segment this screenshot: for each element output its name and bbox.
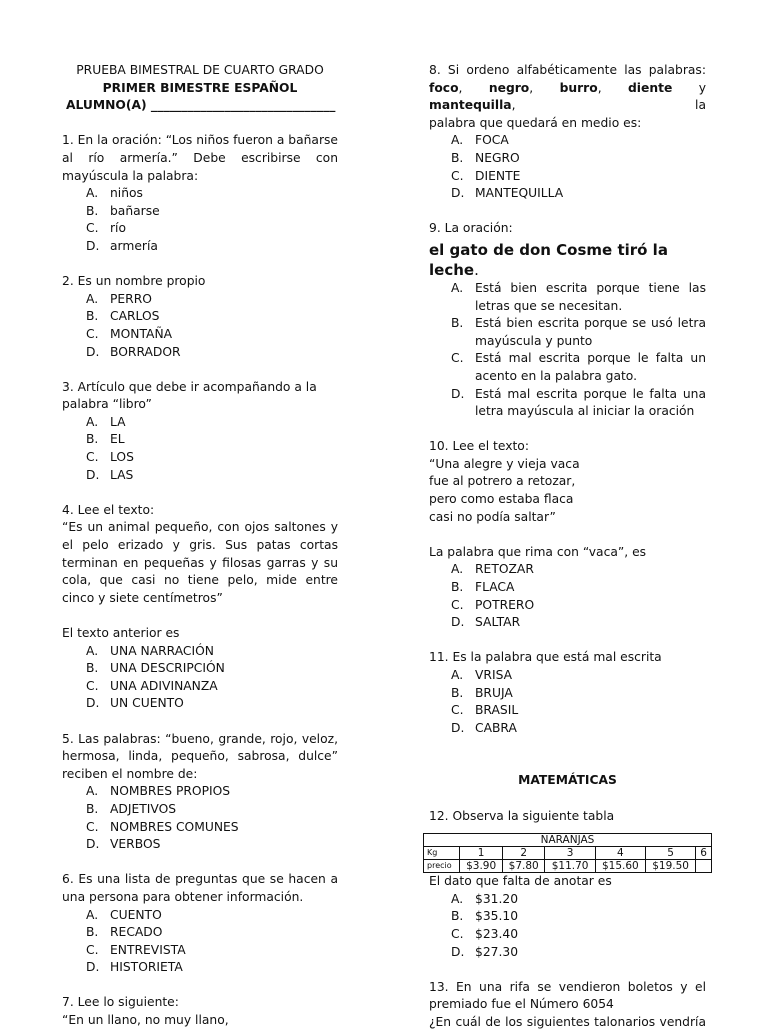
- question-text: 6. Es una lista de preguntas que se hacen a una persona para obtener información.: [62, 872, 338, 904]
- option-b[interactable]: B. EL: [86, 432, 125, 447]
- option-c[interactable]: C. DIENTE: [451, 168, 521, 183]
- right-column: [429, 62, 706, 1032]
- option-a[interactable]: A. VRISA: [451, 668, 513, 682]
- question-text: 7. Lee lo siguiente:: [62, 995, 179, 1010]
- options-list: [62, 643, 338, 713]
- table-cell: $15.60: [595, 860, 645, 873]
- question-text-line2: premiado fue el Número 6054: [429, 997, 614, 1012]
- option-a[interactable]: A. PERRO: [86, 291, 152, 306]
- poem-line: fue al potrero a retozar,: [429, 474, 576, 489]
- option-d[interactable]: D. armería: [86, 238, 158, 253]
- table-cell-empty: [696, 860, 712, 873]
- poem-line: casi no podía saltar”: [429, 509, 556, 524]
- options-list: [429, 280, 706, 421]
- options-list: [62, 907, 338, 977]
- option-d[interactable]: D. CABRA: [451, 720, 517, 735]
- option-c[interactable]: C. NOMBRES COMUNES: [86, 819, 239, 834]
- table-row: [424, 847, 712, 860]
- reading-passage: “Es un animal pequeño, con ojos saltones y el pelo erizado y gris. Sus patas cortas terminan en pequeñas y filosas garras y su cola, que casi no tiene pelo, mide entre cinco y siete centímetros”: [62, 520, 338, 605]
- row-label-precio: precio: [424, 860, 460, 873]
- option-a[interactable]: A. RETOZAR: [451, 562, 534, 577]
- option-a[interactable]: A. FOCA: [451, 133, 509, 148]
- option-b[interactable]: B. FLACA: [451, 580, 515, 595]
- option-d[interactable]: D. UN CUENTO: [86, 696, 184, 711]
- word-mantequilla: mantequilla: [429, 98, 512, 113]
- question-text: 1. En la oración: “Los niños fueron a bañarse al río armería.” Debe escribirse con mayúscula la palabra:: [62, 133, 338, 183]
- options-list: [429, 891, 706, 961]
- poem: [429, 456, 706, 526]
- table-cell: 5: [645, 847, 695, 860]
- student-name-field[interactable]: ALUMNO(A) ______________________________: [66, 98, 336, 113]
- question-3: [62, 379, 338, 485]
- option-c[interactable]: C. Está mal escrita porque le falta un acento en la palabra gato.: [451, 351, 706, 383]
- question-text: 5. Las palabras: “bueno, grande, rojo, veloz, hermosa, linda, pequeño, sabrosa, dulce” reciben el nombre de:: [62, 731, 338, 781]
- exam-header: [62, 62, 338, 97]
- options-list: [429, 132, 706, 202]
- option-c[interactable]: C. UNA ADIVINANZA: [86, 678, 218, 693]
- option-c[interactable]: C. POTRERO: [451, 597, 535, 612]
- left-column: [62, 62, 338, 1030]
- option-a[interactable]: A. UNA NARRACIÓN: [86, 643, 215, 658]
- option-d[interactable]: D. SALTAR: [451, 615, 521, 630]
- row-label-kg: Kg: [424, 847, 460, 860]
- question-11: [429, 649, 706, 737]
- question-7: [62, 994, 338, 1029]
- question-text: 10. Lee el texto:: [429, 439, 529, 454]
- table-cell: 1: [460, 847, 503, 860]
- exam-title: PRUEBA BIMESTRAL DE CUARTO GRADO: [76, 63, 324, 77]
- poem-line: “Una alegre y vieja vaca: [429, 456, 580, 471]
- options-list: [429, 561, 706, 631]
- question-text: 4. Lee el texto:: [62, 502, 155, 517]
- word-diente: diente: [628, 80, 673, 95]
- question-text: 8. Si ordeno alfabéticamente las palabras:: [429, 63, 706, 77]
- option-b[interactable]: B. ADJETIVOS: [86, 801, 177, 816]
- option-b[interactable]: B. BRUJA: [451, 685, 513, 700]
- table-cell: 3: [545, 847, 595, 860]
- option-b[interactable]: B. RECADO: [86, 925, 163, 940]
- question-8: [429, 62, 706, 203]
- option-c[interactable]: C. BRASIL: [451, 703, 519, 718]
- option-d[interactable]: D. LAS: [86, 467, 134, 482]
- option-b[interactable]: B. Está bien escrita porque se usó letra mayúscula y punto: [451, 316, 706, 348]
- option-a[interactable]: A. niños: [86, 186, 143, 201]
- table-cell: $3.90: [460, 860, 503, 873]
- poem-line: “En un llano, no muy llano,: [62, 1013, 229, 1028]
- question-1: [62, 132, 338, 255]
- table-cell: $11.70: [545, 860, 595, 873]
- option-a[interactable]: A. CUENTO: [86, 907, 162, 922]
- question-prompt: El dato que falta de anotar es: [429, 874, 612, 889]
- table-cell: 6: [696, 847, 712, 860]
- word-foco: foco: [429, 80, 459, 95]
- question-2: [62, 273, 338, 361]
- poem-line: pero como estaba flaca: [429, 492, 574, 507]
- oranges-table: [423, 833, 712, 873]
- table-cell: $19.50: [645, 860, 695, 873]
- exam-subtitle: PRIMER BIMESTRE ESPAÑOL: [102, 80, 298, 95]
- question-prompt: El texto anterior es: [62, 626, 180, 640]
- option-d[interactable]: D. HISTORIETA: [86, 960, 183, 975]
- question-9: [429, 220, 706, 420]
- question-text: 11. Es la palabra que está mal escrita: [429, 650, 662, 665]
- question-10: [429, 438, 706, 632]
- question-6: [62, 871, 338, 977]
- sample-sentence: el gato de don Cosme tiró la leche.: [429, 240, 668, 279]
- table-cell: $7.80: [502, 860, 545, 873]
- question-text-line3: ¿En cuál de los siguientes talonarios vendría: [429, 1014, 706, 1029]
- table-cell: 4: [595, 847, 645, 860]
- option-c[interactable]: C. $23.40: [451, 926, 519, 941]
- word-burro: burro: [559, 80, 598, 95]
- question-prompt: La palabra que rima con “vaca”, es: [429, 544, 647, 559]
- option-b[interactable]: B. bañarse: [86, 203, 160, 218]
- question-5: [62, 731, 338, 854]
- option-a[interactable]: A. $31.20: [451, 891, 519, 906]
- options-list: [62, 185, 338, 255]
- option-c[interactable]: C. MONTAÑA: [86, 326, 173, 341]
- question-text: 13. En una rifa se vendieron boletos y el: [429, 979, 706, 994]
- section-title-math: MATEMÁTICAS: [518, 773, 617, 788]
- option-c[interactable]: C. ENTREVISTA: [86, 942, 186, 957]
- option-d[interactable]: D. Está mal escrita porque le falta una letra mayúscula al iniciar la oración: [451, 386, 706, 419]
- question-text: 3. Artículo que debe ir acompañando a la palabra “libro”: [62, 379, 317, 412]
- option-c[interactable]: C. río: [86, 221, 126, 236]
- options-list: [62, 414, 338, 484]
- option-d[interactable]: D. $27.30: [451, 944, 519, 959]
- option-b[interactable]: B. $35.10: [451, 909, 519, 924]
- question-4: [62, 502, 338, 713]
- options-list: [429, 667, 706, 737]
- options-list: [62, 783, 338, 853]
- word-negro: negro: [488, 80, 530, 95]
- word-list: foco, negro, burro, diente y mantequilla, la: [429, 80, 706, 113]
- question-text: 12. Observa la siguiente tabla: [429, 808, 615, 823]
- option-d[interactable]: D. BORRADOR: [86, 344, 181, 359]
- question-text: 9. La oración:: [429, 221, 513, 236]
- options-list: [62, 291, 338, 361]
- question-text-end: palabra que quedará en medio es:: [429, 115, 642, 130]
- question-text: 2. Es un nombre propio: [62, 274, 206, 289]
- option-a[interactable]: A. Está bien escrita porque tiene las letras que se necesitan.: [451, 280, 706, 313]
- option-d[interactable]: D. VERBOS: [86, 837, 161, 852]
- option-b[interactable]: B. CARLOS: [86, 309, 160, 324]
- table-title: NARANJAS: [424, 834, 712, 847]
- option-a[interactable]: A. NOMBRES PROPIOS: [86, 784, 231, 799]
- option-b[interactable]: B. UNA DESCRIPCIÓN: [86, 661, 225, 676]
- question-12: [429, 808, 706, 962]
- option-d[interactable]: D. MANTEQUILLA: [451, 186, 564, 201]
- table-cell: 2: [502, 847, 545, 860]
- option-a[interactable]: A. LA: [86, 414, 126, 429]
- option-b[interactable]: B. NEGRO: [451, 150, 520, 165]
- option-c[interactable]: C. LOS: [86, 450, 134, 465]
- table-row: [424, 860, 712, 873]
